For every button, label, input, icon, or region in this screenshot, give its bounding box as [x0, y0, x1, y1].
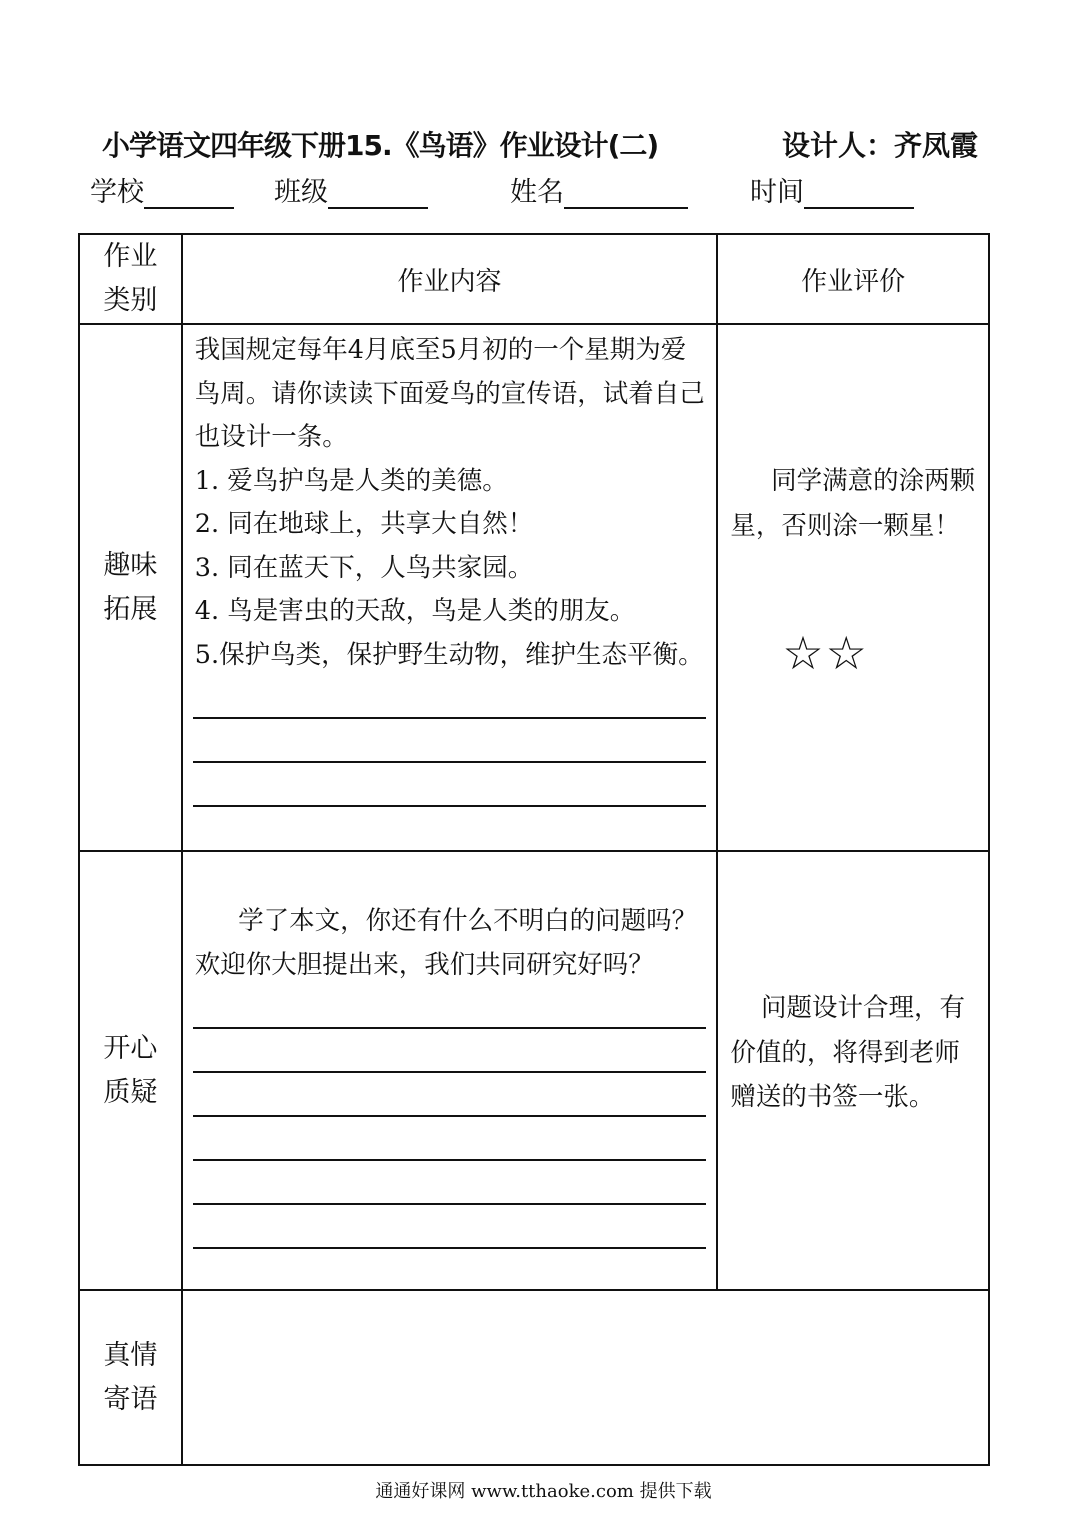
category-line2: 寄语: [103, 1383, 158, 1415]
header-category-line1: 作业: [103, 241, 158, 272]
slogan-item-4: 4. 鸟是害虫的天敌，鸟是人类的朋友。: [194, 596, 636, 626]
category-heartfelt-message: [79, 1290, 182, 1465]
name-label: 姓名: [510, 177, 564, 208]
time-field: [750, 170, 914, 209]
category-line2: 质疑: [103, 1076, 158, 1108]
star-icon[interactable]: ☆☆: [782, 626, 869, 680]
category-line2: 拓展: [103, 593, 158, 625]
slogan-item-1: 1. 爱鸟护鸟是人类的美德。: [194, 465, 508, 496]
row-interest-extension: [79, 324, 989, 851]
slogan-item-5: 5.保护鸟类，保护野生动物，维护生态平衡。: [194, 639, 704, 670]
slogan-item-3: 3. 同在蓝天下，人鸟共家园。: [194, 552, 534, 583]
class-blank[interactable]: [328, 179, 428, 209]
header-category-line2: 类别: [103, 285, 158, 316]
category-line1: 开心: [103, 1032, 158, 1064]
content-interest-extension: [182, 324, 718, 851]
school-label: 学校: [90, 177, 144, 208]
name-field: [510, 170, 688, 209]
evaluation-text: 同学满意的涂两颗星，否则涂一颗星！: [730, 466, 976, 541]
school-field: [90, 170, 234, 209]
time-blank[interactable]: [804, 179, 914, 209]
class-field: [274, 170, 428, 209]
content-happy-questioning: [182, 851, 718, 1290]
category-line1: 趣味: [103, 549, 158, 581]
category-happy-questioning: [79, 851, 182, 1290]
slogan-intro: 我国规定每年4月底至5月初的一个星期为爱鸟周。请你读读下面爱鸟的宣传语，试着自己也设计一条。: [194, 335, 705, 452]
heartfelt-message-area[interactable]: [182, 1290, 989, 1465]
footer-credit: 通通好课网 www.tthaoke.com 提供下载: [375, 1481, 712, 1502]
slogan-item-2: 2. 同在地球上，共享大自然！: [194, 509, 534, 539]
header-content: 作业内容: [182, 234, 718, 324]
evaluation-interest-extension: [717, 324, 989, 851]
name-blank[interactable]: [564, 179, 688, 209]
school-blank[interactable]: [144, 179, 234, 209]
designer-label: 设计人：齐凤霞: [782, 129, 979, 162]
header-evaluation: 作业评价: [717, 234, 989, 324]
category-interest-extension: [79, 324, 182, 851]
evaluation-text: 问题设计合理，有价值的，将得到老师赠送的书签一张。: [730, 993, 965, 1112]
row-happy-questioning: [79, 851, 989, 1290]
row-heartfelt-message: [79, 1290, 989, 1465]
page-title: 小学语文四年级下册15.《鸟语》作业设计(二): [102, 129, 659, 162]
student-info-row: [0, 170, 1087, 210]
homework-table: [78, 233, 990, 1466]
class-label: 班级: [274, 177, 328, 208]
time-label: 时间: [750, 177, 804, 208]
answer-line[interactable]: [193, 805, 707, 807]
header-category: [79, 234, 182, 324]
evaluation-happy-questioning: [717, 851, 989, 1290]
header-row: [79, 234, 989, 324]
question-prompt: 学了本文，你还有什么不明白的问题吗？欢迎你大胆提出来，我们共同研究好吗？: [194, 906, 698, 980]
answer-line[interactable]: [193, 1247, 707, 1249]
category-line1: 真情: [103, 1339, 158, 1371]
